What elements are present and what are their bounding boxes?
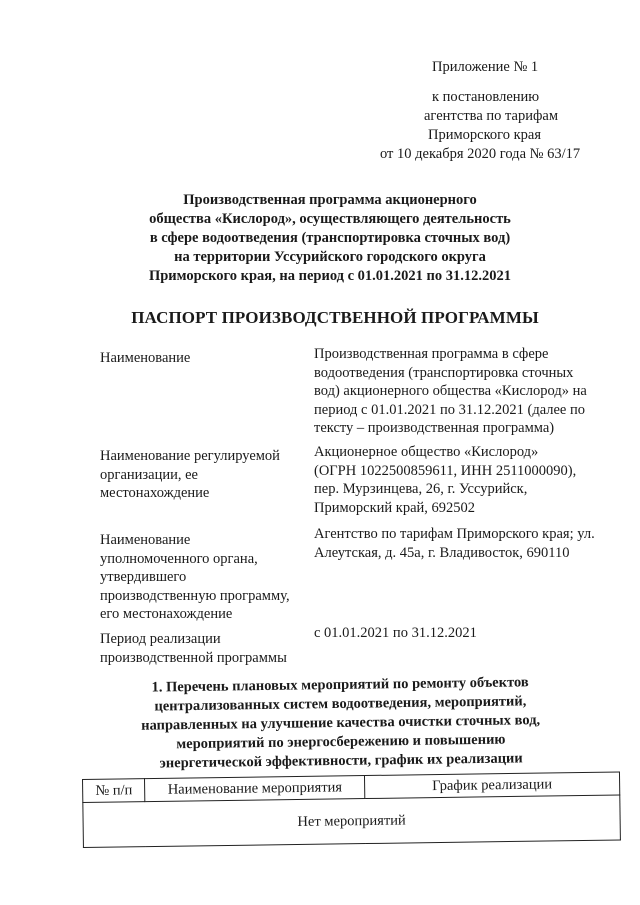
passport-row-value — [314, 345, 624, 438]
label-line: производственную программу, — [100, 587, 290, 604]
value-line: пер. Мурзинцева, 26, г. Уссурийск, — [314, 481, 528, 497]
header-number: № п/п — [83, 779, 146, 803]
passport-row-value — [314, 525, 624, 562]
program-title — [120, 191, 540, 286]
program-title-line: в сфере водоотведения (транспортировка сточных вод) — [149, 230, 511, 246]
no-events-cell: Нет мероприятий — [83, 795, 621, 847]
value-line: период с 01.01.2021 по 31.12.2021 (далее по — [314, 401, 585, 418]
value-line: Агентство по тарифам Приморского края; ул. — [314, 526, 595, 542]
value-line: вод) акционерного общества «Кислород» на — [314, 383, 587, 399]
passport-row-value — [314, 443, 624, 517]
program-title-line: Приморского края, на период с 01.01.2021 по 31.12.2021 — [148, 268, 512, 284]
label-line: Наименование регулируемой — [100, 448, 280, 464]
appendix-ref-line: Приморского края — [428, 127, 542, 143]
label-line: Период реализации — [100, 631, 221, 647]
value-line: с 01.01.2021 по 31.12.2021 — [314, 625, 477, 641]
passport-row-label — [100, 531, 310, 624]
value-line: Приморский край, 692502 — [314, 499, 476, 516]
passport-row-label — [100, 447, 310, 503]
header-event-name: Наименование мероприятия — [145, 776, 365, 802]
label-line: местонахождение — [100, 485, 210, 501]
value-line: Акционерное общество «Кислород» — [314, 444, 539, 460]
table-row — [83, 795, 621, 847]
label-line: Наименование — [100, 350, 191, 366]
label-line: Наименование — [100, 532, 191, 548]
appendix-block — [380, 58, 620, 164]
appendix-ref-line: к постановлению — [432, 89, 540, 105]
label-line: утвердившего — [100, 569, 187, 585]
label-line: уполномоченного органа, — [100, 550, 258, 567]
program-title-line: Производственная программа акционерного — [183, 192, 477, 208]
section-heading-line: 1. Перечень плановых мероприятий по ремонту объектов — [151, 674, 529, 696]
section-heading-line: направленных на улучшение качества очистки сточных вод, — [141, 712, 541, 734]
value-line: Алеутская, д. 45а, г. Владивосток, 690110 — [314, 544, 570, 561]
passport-row-value — [314, 624, 624, 643]
label-line: организации, ее — [100, 466, 198, 483]
label-line: его местонахождение — [100, 606, 233, 622]
value-line: водоотведения (транспортировка сточных — [314, 364, 574, 381]
events-table — [82, 771, 621, 848]
appendix-number: Приложение № 1 — [432, 59, 539, 75]
passport-heading: ПАСПОРТ ПРОИЗВОДСТВЕННОЙ ПРОГРАММЫ — [131, 308, 539, 327]
section-heading-line: энергетической эффективности, график их реализации — [159, 750, 523, 772]
header-schedule: График реализации — [365, 772, 620, 799]
events-table-wrapper — [82, 771, 621, 847]
section-heading — [120, 673, 561, 774]
value-line: тексту – производственная программа) — [314, 420, 555, 436]
label-line: производственной программы — [100, 649, 287, 666]
appendix-ref-line: агентства по тарифам — [424, 108, 558, 124]
passport-row-label — [100, 630, 310, 667]
program-title-line: общества «Кислород», осуществляющего деятельность — [149, 211, 511, 227]
program-title-line: на территории Уссурийского городского округа — [174, 249, 486, 265]
value-line: Производственная программа в сфере — [314, 346, 549, 362]
value-line: (ОГРН 1022500859611, ИНН 2511000090), — [314, 462, 577, 479]
section-heading-line: централизованных систем водоотведения, мероприятий, — [154, 693, 527, 715]
passport-row-label — [100, 349, 310, 368]
appendix-date-line: от 10 декабря 2020 года № 63/17 — [380, 146, 581, 162]
section-heading-line: мероприятий по энергосбережению и повышению — [176, 731, 506, 753]
